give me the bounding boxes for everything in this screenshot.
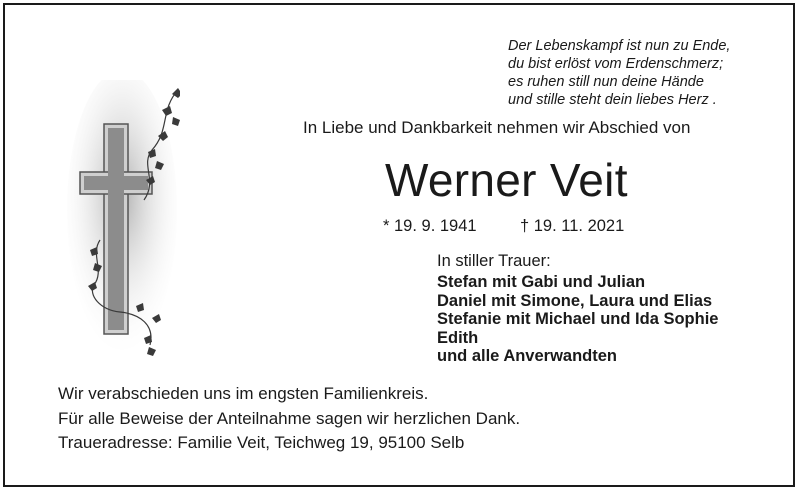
mourner-entry: Edith bbox=[437, 328, 479, 347]
mourners-list bbox=[437, 273, 718, 366]
poem-line: es ruhen still nun deine Hände bbox=[508, 74, 704, 90]
footer-line: Traueradresse: Familie Veit, Teichweg 19, 95100 Selb bbox=[58, 433, 465, 452]
poem-line: Der Lebenskampf ist nun zu Ende, bbox=[508, 38, 731, 54]
life-dates bbox=[383, 217, 625, 236]
mourner-entry: und alle Anverwandten bbox=[437, 347, 618, 365]
footer-line: Wir verabschieden uns im engsten Familienkreis. bbox=[58, 384, 429, 403]
mourner-entry: Stefanie mit Michael und Ida Sophie bbox=[437, 310, 719, 328]
poem-line: und stille steht dein liebes Herz . bbox=[508, 92, 717, 108]
mourner-entry: Daniel mit Simone, Laura und Elias bbox=[437, 291, 713, 310]
birth-date: * 19. 9. 1941 bbox=[383, 217, 477, 235]
poem bbox=[508, 37, 730, 109]
mourners-label: In stiller Trauer: bbox=[437, 252, 551, 270]
cross-with-ivy-icon bbox=[60, 80, 180, 375]
intro-text: In Liebe und Dankbarkeit nehmen wir Abschied von bbox=[303, 118, 691, 137]
deceased-name: Werner Veit bbox=[385, 154, 628, 206]
death-date: † 19. 11. 2021 bbox=[520, 217, 625, 235]
footer-line: Für alle Beweise der Anteilnahme sagen wir herzlichen Dank. bbox=[58, 408, 521, 428]
footer-text bbox=[58, 382, 520, 456]
mourners-section bbox=[437, 251, 718, 366]
poem-line: du bist erlöst vom Erdenschmerz; bbox=[508, 56, 724, 72]
mourner-entry: Stefan mit Gabi und Julian bbox=[437, 273, 646, 291]
